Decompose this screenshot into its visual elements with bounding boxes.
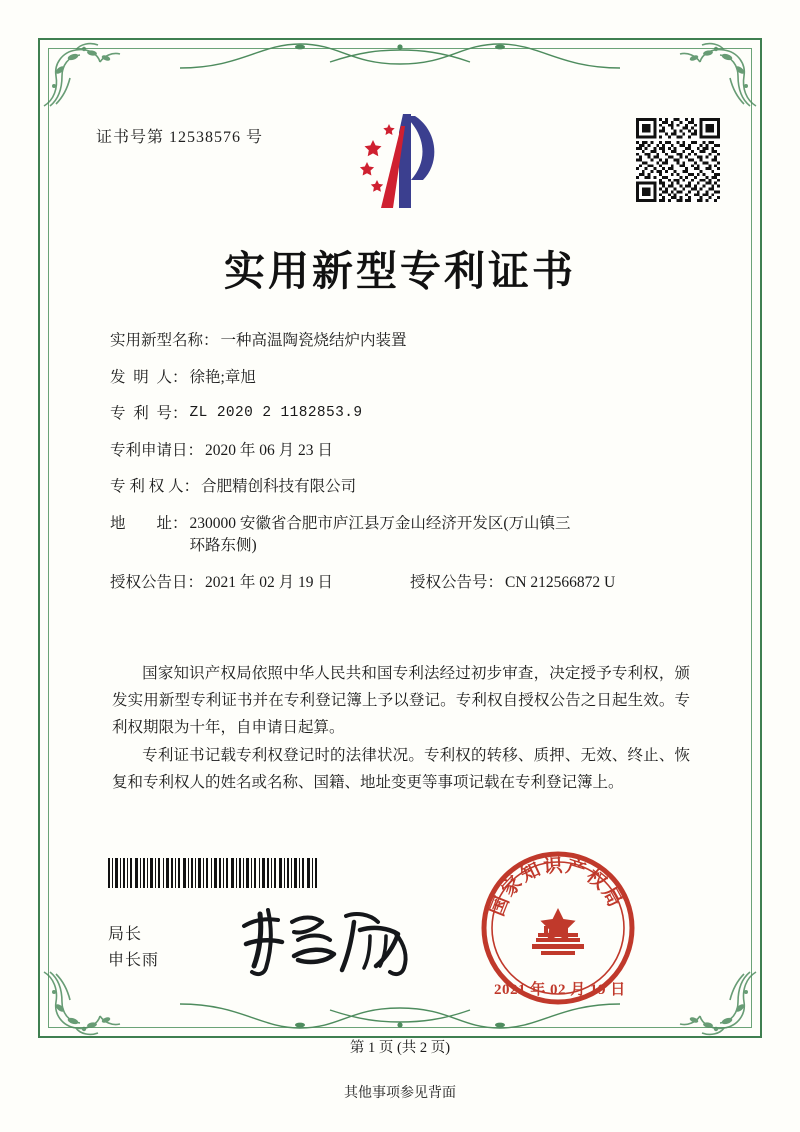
- field-value-address: [188, 516, 710, 554]
- svg-text:国家知识产权局: 国家知识产权局: [487, 855, 626, 920]
- legal-paragraph-1: [112, 660, 690, 741]
- field-row-grant: [110, 575, 710, 591]
- field-label: 授权公告日：: [110, 573, 204, 591]
- address-line-1: 230000 安徽省合肥市庐江县万金山经济开发区(万山镇三: [189, 514, 571, 532]
- signature-role: 局长: [108, 926, 143, 943]
- field-row-patent-number: [110, 406, 710, 422]
- field-value: 2021 年 02 月 19 日: [205, 573, 333, 591]
- field-value: CN 212566872 U: [505, 573, 616, 591]
- field-label: 专 利 号：: [110, 405, 188, 422]
- field-row-address: [110, 516, 710, 554]
- page-number: 第 1 页 (共 2 页): [349, 1040, 451, 1056]
- field-value: 一种高温陶瓷烧结炉内装置: [220, 332, 407, 349]
- field-label: 实用新型名称：: [110, 332, 219, 349]
- cnipa-logo-icon: [345, 110, 455, 215]
- field-row-application-date: [110, 443, 710, 459]
- qr-code: [636, 118, 720, 202]
- page-title: 实用新型专利证书: [224, 248, 576, 294]
- corner-ornament-icon: [664, 968, 760, 1038]
- corner-ornament-icon: [664, 40, 760, 110]
- address-line-2: 环路东侧): [189, 537, 257, 554]
- corner-ornament-icon: [40, 40, 136, 110]
- field-label: 发 明 人：: [110, 368, 188, 386]
- field-row-inventor: [110, 370, 710, 386]
- field-value: 徐艳;章旭: [189, 368, 256, 386]
- field-row-patentee: [110, 479, 710, 495]
- field-value: 2020 年 06 月 23 日: [205, 441, 333, 459]
- field-label: 专利申请日：: [110, 441, 204, 459]
- field-value: 合肥精创科技有限公司: [201, 478, 357, 495]
- field-row-utility-model-name: [110, 333, 710, 349]
- field-label: 授权公告号：: [410, 573, 504, 591]
- handwritten-signature: [236, 900, 426, 980]
- signature-block: [108, 922, 159, 974]
- field-label: 地 址：: [110, 514, 188, 532]
- paragraph-text: 国家知识产权局依照中华人民共和国专利法经过初步审查，决定授予专利权，颁发实用新型专利证书并在专利登记簿上予以登记。专利权自授权公告之日起生效。专利权期限为十年，自申请日起算。: [112, 665, 690, 736]
- field-row-announcement-date: [110, 575, 410, 591]
- corner-ornament-icon: [40, 968, 136, 1038]
- paragraph-text: 专利证书记载专利权登记时的法律状况。专利权的转移、质押、无效、终止、恢复和专利权人的姓名或名称、国籍、地址变更等事项记载在专利登记簿上。: [112, 747, 690, 791]
- edge-ornament-icon: [180, 38, 620, 72]
- field-value: ZL 2020 2 1182853.9: [189, 405, 363, 421]
- certificate-number: 证书号第 12538576 号: [96, 129, 264, 146]
- field-list: [110, 333, 710, 610]
- barcode: [108, 858, 320, 888]
- field-label: 专 利 权 人：: [110, 478, 200, 495]
- legal-paragraph-2: [112, 742, 690, 796]
- signature-name: 申长雨: [108, 952, 160, 969]
- footer-note: 其他事项参见背面: [344, 1086, 456, 1101]
- field-row-announcement-number: [410, 575, 710, 591]
- seal-date: 2021 年 02 月 19 日: [494, 982, 626, 998]
